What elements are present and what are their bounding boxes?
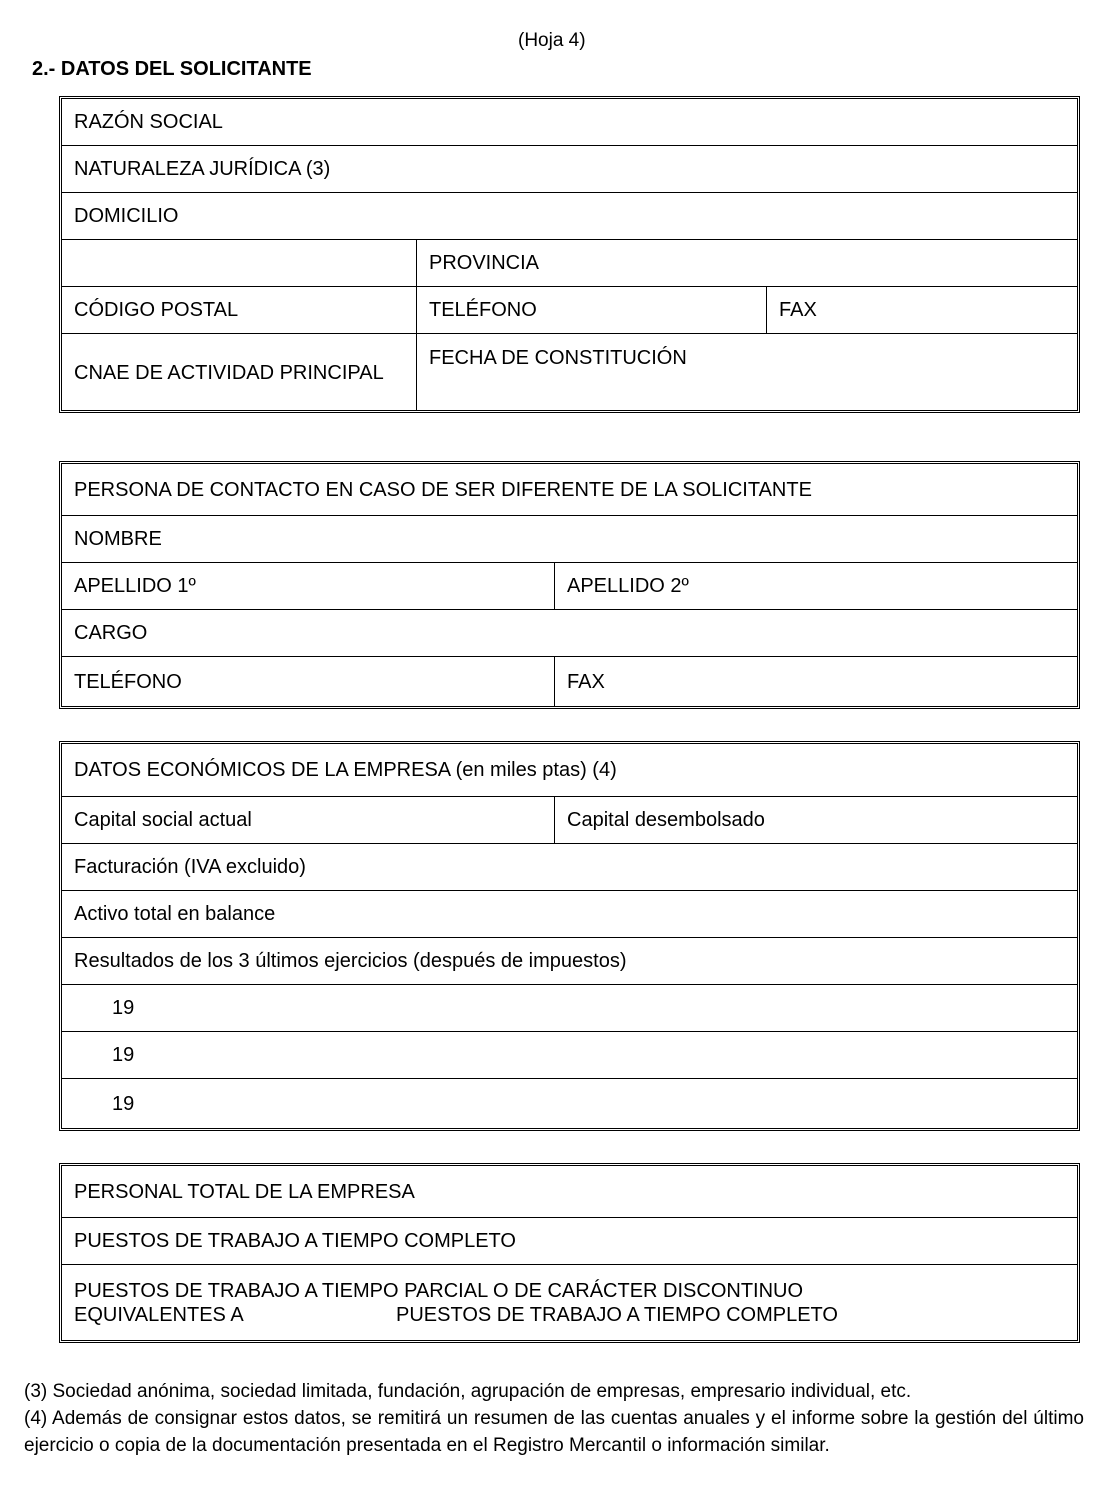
contact-telefono-field[interactable]: TELÉFONO xyxy=(62,657,555,706)
economic-heading: DATOS ECONÓMICOS DE LA EMPRESA (en miles ptas) (4) xyxy=(74,759,617,781)
cnae-field[interactable]: CNAE DE ACTIVIDAD PRINCIPAL xyxy=(62,334,417,410)
resultados-label: Resultados de los 3 últimos ejercicios (después de impuestos) xyxy=(74,950,627,972)
telefono-field[interactable]: TELÉFONO xyxy=(417,287,767,333)
year-2-field[interactable]: 19 xyxy=(112,1044,135,1066)
domicilio-continuation-field[interactable] xyxy=(62,240,417,286)
tiempo-parcial-line1: PUESTOS DE TRABAJO A TIEMPO PARCIAL O DE CARÁCTER DISCONTINUO xyxy=(74,1279,804,1302)
capital-desembolsado-field[interactable]: Capital desembolsado xyxy=(567,809,765,831)
naturaleza-juridica-field[interactable]: NATURALEZA JURÍDICA (3) xyxy=(74,158,331,180)
razon-social-field[interactable]: RAZÓN SOCIAL xyxy=(74,111,223,133)
capital-social-field[interactable]: Capital social actual xyxy=(62,797,555,843)
apellido2-field[interactable]: APELLIDO 2º xyxy=(567,575,689,597)
codigo-postal-field[interactable]: CÓDIGO POSTAL xyxy=(62,287,417,333)
fax-field[interactable]: FAX xyxy=(779,299,817,321)
footnotes xyxy=(24,1378,1084,1459)
applicant-box xyxy=(59,96,1080,413)
footnote-3: (3) Sociedad anónima, sociedad limitada, fundación, agrupación de empresas, empresario individual, etc. xyxy=(24,1381,912,1402)
apellido1-field[interactable]: APELLIDO 1º xyxy=(62,563,555,609)
tiempo-parcial-field[interactable] xyxy=(62,1265,1077,1340)
contact-fax-field[interactable]: FAX xyxy=(567,670,605,693)
sheet-number: (Hoja 4) xyxy=(518,30,586,51)
section-title: 2.- DATOS DEL SOLICITANTE xyxy=(32,58,312,80)
year-1-field[interactable]: 19 xyxy=(112,997,135,1019)
provincia-field[interactable]: PROVINCIA xyxy=(429,252,540,274)
contact-box xyxy=(59,461,1080,709)
year-3-field[interactable]: 19 xyxy=(112,1092,135,1115)
contact-heading: PERSONA DE CONTACTO EN CASO DE SER DIFERENTE DE LA SOLICITANTE xyxy=(74,478,812,501)
personal-total-field[interactable]: PERSONAL TOTAL DE LA EMPRESA xyxy=(74,1180,415,1203)
staff-box xyxy=(59,1163,1080,1343)
domicilio-field[interactable]: DOMICILIO xyxy=(74,205,179,227)
equivalentes-suffix: PUESTOS DE TRABAJO A TIEMPO COMPLETO xyxy=(396,1303,838,1326)
footnote-4: (4) Además de consignar estos datos, se remitirá un resumen de las cuentas anuales y el informe sobre la gestión del último ejercicio o copia de la documentación presentada en el Registro Mercantil o información similar. xyxy=(24,1408,1084,1456)
facturacion-field[interactable]: Facturación (IVA excluido) xyxy=(74,856,306,878)
economic-box xyxy=(59,741,1080,1131)
activo-total-field[interactable]: Activo total en balance xyxy=(74,903,276,925)
cargo-field[interactable]: CARGO xyxy=(74,622,148,644)
nombre-field[interactable]: NOMBRE xyxy=(74,528,162,550)
equivalentes-label: EQUIVALENTES A xyxy=(74,1303,244,1326)
fecha-constitucion-field[interactable]: FECHA DE CONSTITUCIÓN xyxy=(429,347,687,369)
tiempo-completo-field[interactable]: PUESTOS DE TRABAJO A TIEMPO COMPLETO xyxy=(74,1230,516,1252)
